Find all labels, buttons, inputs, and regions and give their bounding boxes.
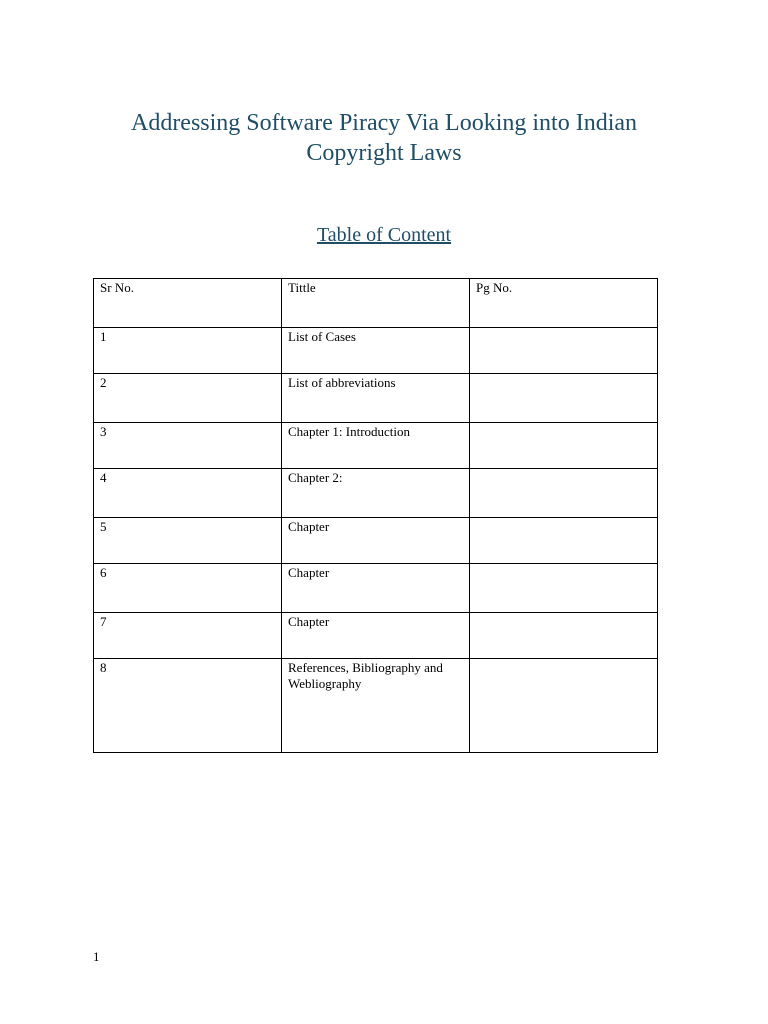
table-row <box>94 374 658 423</box>
cell-page-no <box>470 659 658 753</box>
cell-page-no <box>470 469 658 518</box>
header-title: Tittle <box>282 279 470 328</box>
cell-title: List of abbreviations <box>282 374 470 423</box>
cell-sr-no: 7 <box>94 613 282 659</box>
header-sr-no: Sr No. <box>94 279 282 328</box>
cell-sr-no: 4 <box>94 469 282 518</box>
cell-sr-no: 8 <box>94 659 282 753</box>
cell-title: List of Cases <box>282 328 470 374</box>
cell-title: References, Bibliography and Webliography <box>282 659 470 753</box>
cell-title: Chapter 2: <box>282 469 470 518</box>
table-header-row <box>94 279 658 328</box>
cell-page-no <box>470 564 658 613</box>
table-row <box>94 469 658 518</box>
header-page-no: Pg No. <box>470 279 658 328</box>
cell-page-no <box>470 374 658 423</box>
table-row <box>94 613 658 659</box>
table-row <box>94 659 658 753</box>
document-title: Addressing Software Piracy Via Looking into Indian Copyright Laws <box>130 110 638 166</box>
cell-page-no <box>470 328 658 374</box>
cell-sr-no: 5 <box>94 518 282 564</box>
table-row <box>94 518 658 564</box>
cell-sr-no: 2 <box>94 374 282 423</box>
table-row <box>94 564 658 613</box>
cell-page-no <box>470 423 658 469</box>
toc-table <box>93 278 658 753</box>
toc-heading: Table of Content <box>316 224 452 246</box>
cell-page-no <box>470 613 658 659</box>
page-number: 1 <box>93 949 100 964</box>
table-row <box>94 423 658 469</box>
cell-title: Chapter <box>282 518 470 564</box>
cell-sr-no: 3 <box>94 423 282 469</box>
table-row <box>94 328 658 374</box>
cell-title: Chapter <box>282 564 470 613</box>
cell-title: Chapter <box>282 613 470 659</box>
cell-title: Chapter 1: Introduction <box>282 423 470 469</box>
cell-sr-no: 1 <box>94 328 282 374</box>
cell-page-no <box>470 518 658 564</box>
cell-sr-no: 6 <box>94 564 282 613</box>
